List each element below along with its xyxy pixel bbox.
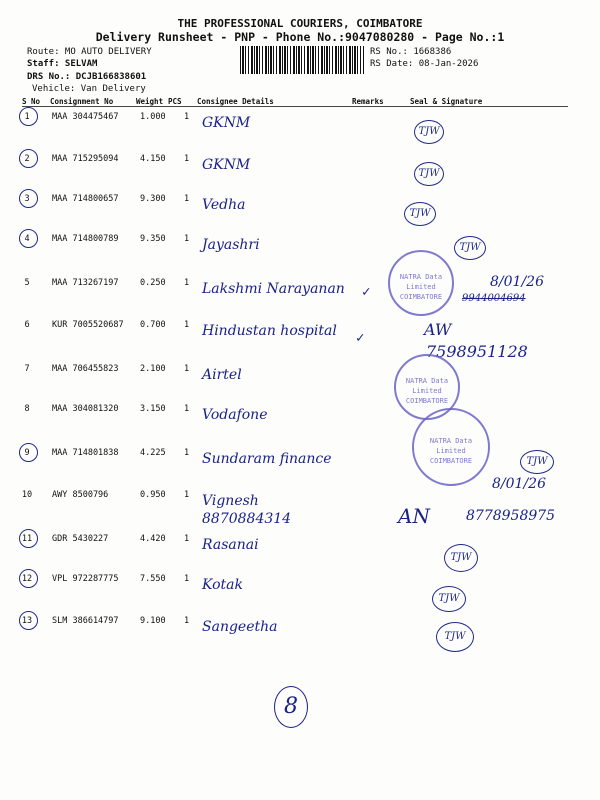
remark-tick-5: ✓ [362, 284, 371, 300]
col-sno: S No [22, 97, 41, 106]
weight-value: 7.550 [140, 574, 166, 584]
barcode [240, 46, 364, 74]
signature-3: TJW [404, 202, 436, 226]
col-pcs: PCS [168, 97, 182, 106]
phone-row-6: 7598951128 [426, 342, 528, 361]
company-title: THE PROFESSIONAL COURIERS, COIMBATORE [177, 17, 423, 30]
consignment-number: MAA 304081320 [52, 404, 119, 414]
table-row [0, 112, 600, 132]
table-row [0, 534, 600, 554]
col-consignee: Consignee Details [197, 97, 274, 106]
table-row [0, 234, 600, 254]
consignee-name: Vedha [202, 197, 246, 213]
consignment-number: MAA 714800789 [52, 234, 119, 244]
vehicle-label: Vehicle: Van Delivery [32, 84, 146, 94]
weight-value: 4.150 [140, 154, 166, 164]
consignee-name: Lakshmi Narayanan [202, 281, 345, 297]
phone-row-10: 8778958975 [466, 508, 556, 524]
consignee-name: Jayashri [202, 237, 260, 253]
pcs-value: 1 [184, 448, 190, 458]
weight-value: 0.950 [140, 490, 166, 500]
consignment-number: MAA 714801838 [52, 448, 119, 458]
consignee-name: Hindustan hospital [202, 323, 337, 339]
pcs-value: 1 [184, 364, 190, 374]
col-consignment: Consignment No [50, 97, 114, 106]
pcs-value: 1 [184, 574, 190, 584]
row-sno: 4 [24, 234, 30, 244]
row-sno: 1 [24, 112, 30, 122]
pcs-value: 1 [184, 234, 190, 244]
pcs-value: 1 [184, 194, 190, 204]
row-sno: 12 [21, 574, 33, 584]
signature-1: TJW [414, 120, 444, 144]
company-seal-3: NATRA Data Limited COIMBATORE [412, 408, 490, 486]
weight-value: 2.100 [140, 364, 166, 374]
sno-circle-mark [19, 611, 38, 630]
company-seal-2: NATRA Data Limited COIMBATORE [394, 354, 460, 420]
consignment-number: MAA 706455823 [52, 364, 119, 374]
col-weight: Weight [136, 97, 164, 106]
pcs-value: 1 [184, 534, 190, 544]
signature-13: TJW [436, 622, 474, 652]
weight-value: 3.150 [140, 404, 166, 414]
drs-label: DRS No.: DCJB166838601 [27, 72, 147, 82]
table-row [0, 194, 600, 214]
row-sno: 5 [24, 278, 30, 288]
sno-circle-mark [19, 149, 38, 168]
sno-circle-mark [19, 443, 38, 462]
date-row-10: 8/01/26 [492, 476, 546, 492]
signature-4: TJW [454, 236, 486, 260]
pcs-value: 1 [184, 616, 190, 626]
signature-11: TJW [444, 544, 478, 572]
pcs-value: 1 [184, 320, 190, 330]
remark-tick-6: ✓ [356, 330, 365, 346]
consignee-name: Sangeetha [202, 619, 278, 635]
header-divider [22, 106, 568, 107]
row-sno: 11 [21, 534, 33, 544]
table-row [0, 574, 600, 594]
consignee-name: Vignesh 8870884314 [202, 493, 292, 527]
signature-9: TJW [520, 450, 554, 474]
row-sno: 8 [24, 404, 30, 414]
row-sno: 7 [24, 364, 30, 374]
consignment-number: VPL 972287775 [52, 574, 119, 584]
signature-2: TJW [414, 162, 444, 186]
pcs-value: 1 [184, 490, 190, 500]
route-label: Route: MO AUTO DELIVERY [27, 47, 152, 57]
company-seal-1: NATRA Data Limited COIMBATORE [388, 250, 454, 316]
rs-date: RS Date: 08-Jan-2026 [370, 59, 479, 69]
col-seal: Seal & Signature [410, 97, 483, 106]
weight-value: 9.350 [140, 234, 166, 244]
date-row-5: 8/01/26 [490, 274, 544, 290]
consignment-number: MAA 715295094 [52, 154, 119, 164]
table-row [0, 154, 600, 174]
sno-circle-mark [19, 189, 38, 208]
table-row [0, 448, 600, 468]
sno-circle-mark [19, 569, 38, 588]
sno-circle-mark [19, 229, 38, 248]
row-sno: 6 [24, 320, 30, 330]
weight-value: 0.700 [140, 320, 166, 330]
pcs-value: 1 [184, 154, 190, 164]
weight-value: 9.100 [140, 616, 166, 626]
table-row [0, 320, 600, 340]
table-row [0, 404, 600, 424]
rs-number: RS No.: 1668386 [370, 47, 452, 57]
consignee-name: Rasanai [202, 537, 259, 553]
runsheet-subtitle: Delivery Runsheet - PNP - Phone No.:9047080280 - Page No.:1 [95, 30, 505, 44]
consignment-number: GDR 5430227 [52, 534, 109, 544]
row-sno: 2 [24, 154, 30, 164]
table-row [0, 364, 600, 384]
sno-circle-mark [19, 529, 38, 548]
col-remarks: Remarks [352, 97, 384, 106]
staff-label: Staff: SELVAM [27, 59, 98, 69]
weight-value: 0.250 [140, 278, 166, 288]
phone-row-5: 9944004694 [462, 293, 526, 304]
signature-12: TJW [432, 586, 466, 612]
consignment-number: MAA 304475467 [52, 112, 119, 122]
signature-row-6: AW [424, 320, 452, 339]
consignee-name: Kotak [202, 577, 243, 593]
weight-value: 9.300 [140, 194, 166, 204]
consignee-name: Airtel [202, 367, 242, 383]
consignee-name: Vodafone [202, 407, 268, 423]
pcs-value: 1 [184, 404, 190, 414]
consignment-number: KUR 7005520687 [52, 320, 124, 330]
consignee-name: GKNM [202, 115, 251, 131]
weight-value: 4.225 [140, 448, 166, 458]
consignee-name: Sundaram finance [202, 451, 332, 467]
signature-row-10: AN [398, 504, 430, 528]
pcs-value: 1 [184, 112, 190, 122]
sno-circle-mark [19, 107, 38, 126]
row-sno: 10 [21, 490, 33, 500]
weight-value: 1.000 [140, 112, 166, 122]
table-row [0, 616, 600, 636]
consignment-number: SLM 386614797 [52, 616, 119, 626]
consignment-number: MAA 713267197 [52, 278, 119, 288]
consignment-number: MAA 714800657 [52, 194, 119, 204]
row-sno: 13 [21, 616, 33, 626]
page-count-circle: 8 [274, 686, 308, 728]
weight-value: 4.420 [140, 534, 166, 544]
row-sno: 3 [24, 194, 30, 204]
consignment-number: AWY 8500796 [52, 490, 109, 500]
row-sno: 9 [24, 448, 30, 458]
pcs-value: 1 [184, 278, 190, 288]
consignee-name: GKNM [202, 157, 251, 173]
